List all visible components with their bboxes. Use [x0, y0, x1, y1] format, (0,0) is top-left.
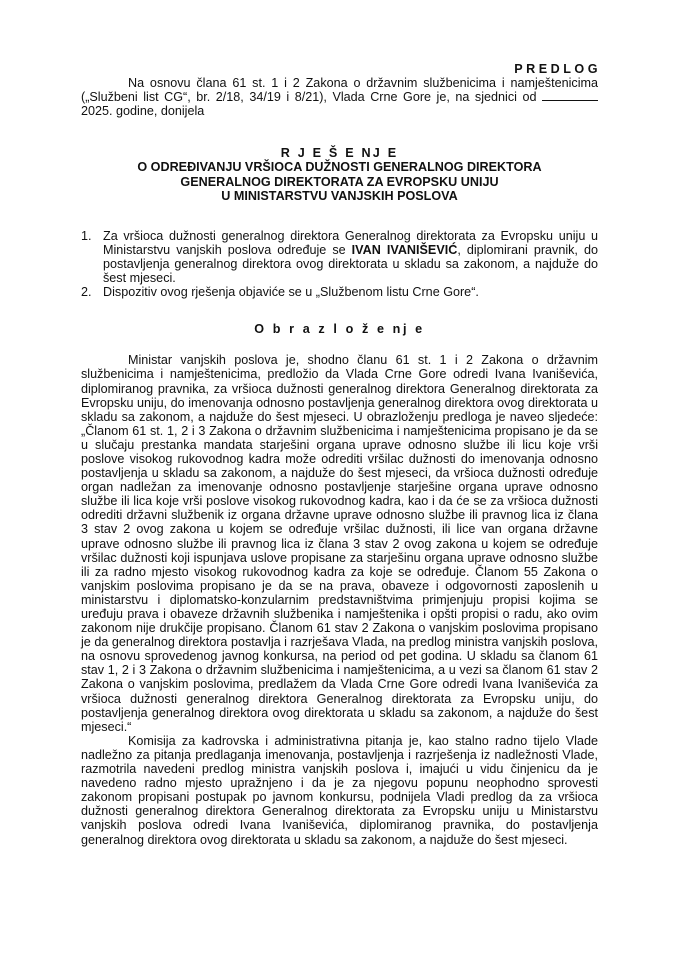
decision-items: [81, 229, 598, 299]
item-text: Dispozitiv ovog rješenja objaviće se u „Službenom listu Crne Gore“.: [103, 285, 479, 300]
appointee-name: IVAN IVANIŠEVIĆ: [351, 242, 458, 257]
decision-subtitle-line-2: GENERALNOG DIREKTORATA ZA EVROPSKU UNIJU: [180, 174, 499, 189]
explanation-paragraph: Ministar vanjskih poslova je, shodno članu 61 st. 1 i 2 Zakona o državnim službenicima i namještenicima, predložio da Vlada Crne Gore odredi Ivana Ivaniševića, diplomiranog pravnika, za vršioca dužnosti generalnog direktora Generalnog direktorata za Evropsku uniju, do imenovanja odnosno postavljenja generalnog direktora ovog direktorata u skladu sa zakonom, a najduže do šest mjeseci. U obrazloženju predloga je naveo sljedeće: „Članom 61 st. 1, 2 i 3 Zakona o državnim službenicima i namještenicima propisano je da se u slučaju prestanka mandata starješini organa uprave odnosno službe ili licu koje vrši poslove visokog rukovodnog kadra može odrediti vršilac dužnosti do imenovanja odnosno postavljenja u skladu sa zakonom, a najduže do šest mjeseci, da vršioca dužnosti određuje organ nadležan za imenovanje odnosno postavljenje starješine organa uprave odnosno službe ili lica koje vrši poslove visokog rukovodnog kadra, kao i da će se za vršioca dužnosti odrediti državni službenik iz organa državne uprave odnosno službe ili pravnog lica iz člana 3 stav 2 ovog zakona u kojem se određuje vršilac dužnosti, ili lice van organa državne uprave odnosno službe ili pravnog lica iz člana 3 stav 2 ovog zakona u kojem se određuje vršilac dužnosti koji ispunjava uslove propisane za starješinu organa uprave odnosno službe ili za radno mjesto visokog rukovodnog kadra za koje se određuje. Članom 55 Zakona o vanjskim poslovima propisano je da se na prava, obaveze i odgovornosti zaposlenih u ministarstvu i diplomatsko-konzularnim predstavništvima primjenjuju propisi kojima se uređuju prava i obaveze državnih službenika i namještenika i opšti propisi o radu, ako ovim zakonom nije drukčije propisano. Članom 61 stav 2 Zakona o vanjskim poslovima propisano je da generalnog direktora postavlja i razrješava Vlada, na predlog ministra vanjskih poslova, na osnovu sprovedenog javnog konkursa, na period od pet godina. U skladu sa članom 61 stav 1, 2 i 3 Zakona o državnim službenicima i namještenicima, a u vezi sa članom 61 stav 2 Zakona o vanjskim poslovima, predlažem da Vlada Crne Gore odredi Ivana Ivaniševića za vršioca dužnosti generalnog direktora Generalnog direktorata za Evropsku uniju, do postavljenja generalnog direktora ovog direktorata u skladu sa zakonom, a najduže do šest mjeseci.“: [81, 353, 598, 734]
document-page: [81, 62, 601, 847]
decision-item: [81, 285, 598, 299]
explanation-body: [81, 353, 598, 846]
item-number: 1.: [81, 228, 92, 243]
item-text-end: , diplomirani pravnik, do postavljenja generalnog direktora ovog direktorata u skladu sa zakonom, a najduže do šest mjeseci.: [103, 242, 598, 286]
decision-title: [81, 146, 598, 202]
explanation-paragraph: Komisija za kadrovska i administrativna pitanja je, kao stalno radno tijelo Vlade nadležno za pitanja predlaganja imenovanja, postavljenja i razrješenja iz nadležnosti Vlade, razmotrila navedeni predlog ministra vanjskih poslova i, imajući u vidu činjenicu da je navedeno radno mjesto upražnjeno i da je za njegovu popunu neophodno sprovesti zakonom propisani postupak po javnom konkursu, podnijela Vladi predlog da za vršioca dužnosti generalnog direktora Generalnog direktorata za Evropsku uniju u Ministarstvu vanjskih poslova odredi Ivana Ivaniševića, diplomiranog pravnika, do postavljenja generalnog direktora ovog direktorata u skladu sa zakonom, a najduže do šest mjeseci.: [81, 733, 598, 847]
preamble: [81, 76, 598, 118]
item-number: 2.: [81, 285, 92, 300]
decision-subtitle-line-3: U MINISTARSTVU VANJSKIH POSLOVA: [221, 188, 458, 203]
session-date-blank: [542, 90, 598, 101]
decision-heading: R J E Š E NJ E: [280, 146, 399, 161]
proposal-stamp: PREDLOG: [514, 62, 601, 76]
preamble-text: Na osnovu člana 61 st. 1 i 2 Zakona o državnim službenicima i namještenicima („Službeni list CG“, br. 2/18, 34/19 i 8/21), Vlada Crne Gore je, na sjednici od: [81, 76, 598, 105]
decision-subtitle-line-1: O ODREĐIVANJU VRŠIOCA DUŽNOSTI GENERALNOG DIREKTORA: [137, 160, 542, 175]
decision-item: [81, 229, 598, 285]
item-text: Za vršioca dužnosti generalnog direktora Generalnog direktorata za Evropsku uniju u Ministarstvu vanjskih poslova određuje se: [103, 228, 598, 257]
preamble-text-end: 2025. godine, donijela: [81, 104, 205, 119]
explanation-heading: O b r a z l o ž e nj e: [254, 322, 425, 337]
